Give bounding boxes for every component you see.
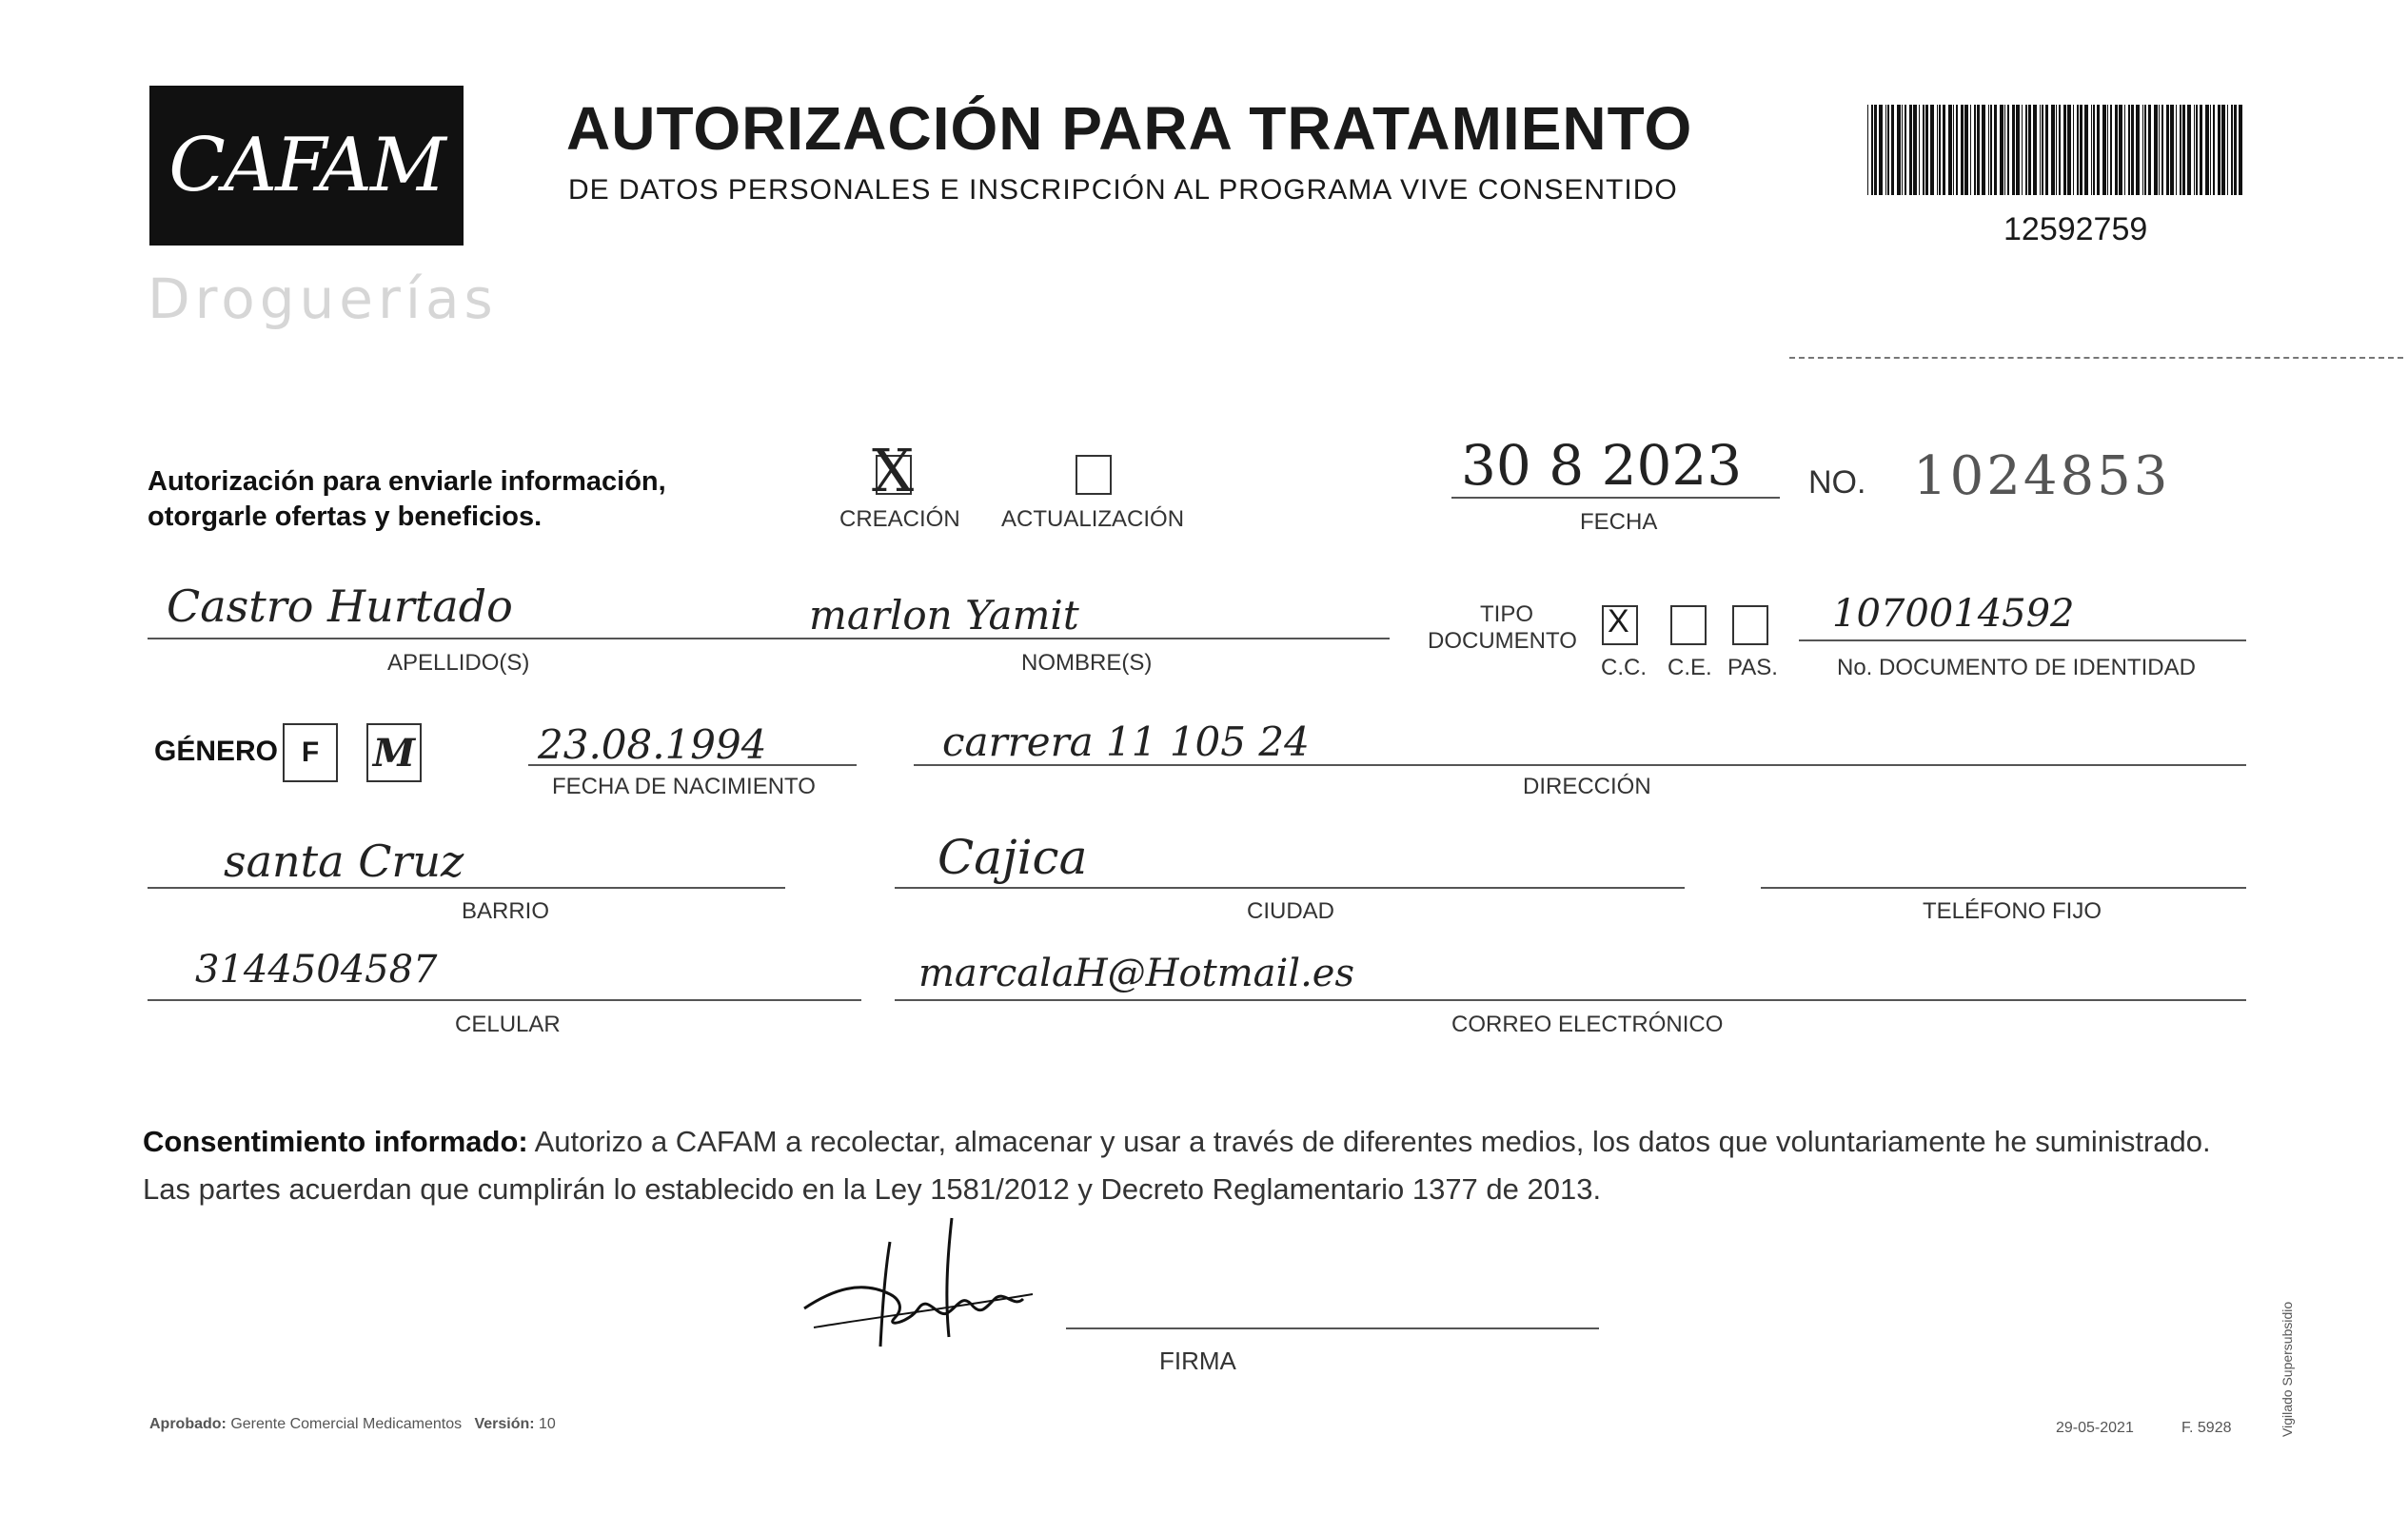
no-label: NO. [1808,464,1866,501]
cc-checkbox[interactable] [1602,605,1638,645]
fecha-value: 30 8 2023 [1461,433,1743,498]
ce-label: C.E. [1668,655,1712,680]
correo-line [895,999,2246,1001]
ciudad-label: CIUDAD [1247,898,1335,924]
apellidos-line [148,638,852,639]
aprobado-value: Gerente Comercial Medicamentos [230,1416,463,1432]
cc-label: C.C. [1601,655,1647,680]
consent-title: Consentimiento informado: [143,1125,528,1158]
pas-label: PAS. [1727,655,1778,680]
intro-line-2: otorgarle ofertas y beneficios. [148,501,543,532]
cafam-logo [149,86,464,246]
genero-m-label: M [372,730,416,776]
document-title: AUTORIZACIÓN PARA TRATAMIENTO [566,94,1693,163]
barcode [1865,105,2246,195]
version-label: Versión: [474,1416,535,1432]
divider [1789,357,2403,359]
side-vertical-text: Vigilado Supersubsidio [2280,1301,2295,1437]
tipo-label: TIPO [1480,601,1534,627]
fecha-label: FECHA [1580,509,1658,535]
celular-value: 3144504587 [195,948,438,992]
direccion-line [914,764,2246,766]
doc-label: No. DOCUMENTO DE IDENTIDAD [1837,655,2196,680]
direccion-value: carrera 11 105 24 [942,718,1310,765]
signature [795,1204,1061,1356]
ce-checkbox[interactable] [1670,605,1707,645]
barrio-value: santa Cruz [224,836,464,887]
correo-value: marcalaH@Hotmail.es [918,952,1354,995]
nacimiento-value: 23.08.1994 [538,721,767,768]
creacion-label: CREACIÓN [839,506,960,532]
telefono-label: TELÉFONO FIJO [1923,898,2102,924]
intro-line-1: Autorización para enviarle información, [148,466,666,497]
aprobado-label: Aprobado: [149,1416,227,1432]
logo-text: CAFAM [168,123,444,208]
barrio-line [148,887,785,889]
celular-line [148,999,861,1001]
document-subtitle: DE DATOS PERSONALES E INSCRIPCIÓN AL PROGRAMA VIVE CONSENTIDO [568,174,1678,206]
footer-date: 29-05-2021 [2056,1420,2134,1436]
consent-paragraph [143,1118,2265,1213]
nombres-label: NOMBRE(S) [1021,650,1153,676]
genero-m-box[interactable] [366,723,422,782]
form-number: 1024853 [1913,445,2171,507]
actualizacion-label: ACTUALIZACIÓN [1001,506,1185,532]
cc-mark: X [1608,603,1629,639]
barrio-label: BARRIO [462,898,550,924]
version-value: 10 [539,1416,556,1432]
nombres-value: marlon Yamit [809,592,1079,639]
telefono-line [1761,887,2246,889]
genero-f-label: F [301,737,320,768]
barcode-number: 12592759 [2003,211,2148,247]
genero-label: GÉNERO [154,736,279,767]
nacimiento-label: FECHA DE NACIMIENTO [552,774,816,799]
nombres-line [799,638,1390,639]
creacion-mark: X [872,436,915,505]
ciudad-value: Cajica [938,830,1088,885]
actualizacion-checkbox[interactable] [1076,455,1112,495]
consent-text: Autorizo a CAFAM a recolectar, almacenar y usar a través de diferentes medios, los datos que voluntariamente he suministrado. Las partes acuerdan que cumplirán lo establecido en la Ley 1581/2012 y Decreto Reglamentario 1377 de 2013. [143,1125,2211,1206]
logo-subtitle: Droguerías [148,266,498,331]
doc-value: 1070014592 [1832,592,2075,636]
ciudad-line [895,887,1685,889]
firma-label: FIRMA [1159,1347,1236,1375]
direccion-label: DIRECCIÓN [1523,774,1651,799]
genero-f-box[interactable] [283,723,338,782]
correo-label: CORREO ELECTRÓNICO [1451,1012,1724,1037]
doc-line [1799,639,2246,641]
apellidos-value: Castro Hurtado [167,580,513,632]
celular-label: CELULAR [455,1012,561,1037]
footer-code: F. 5928 [2181,1420,2232,1436]
apellidos-label: APELLIDO(S) [387,650,530,676]
documento-label: DOCUMENTO [1428,628,1577,654]
pas-checkbox[interactable] [1732,605,1768,645]
creacion-checkbox[interactable] [872,436,915,505]
firma-line [1066,1327,1599,1329]
footer-approved [149,1416,556,1433]
nacimiento-line [528,764,857,766]
fecha-line [1451,497,1780,499]
